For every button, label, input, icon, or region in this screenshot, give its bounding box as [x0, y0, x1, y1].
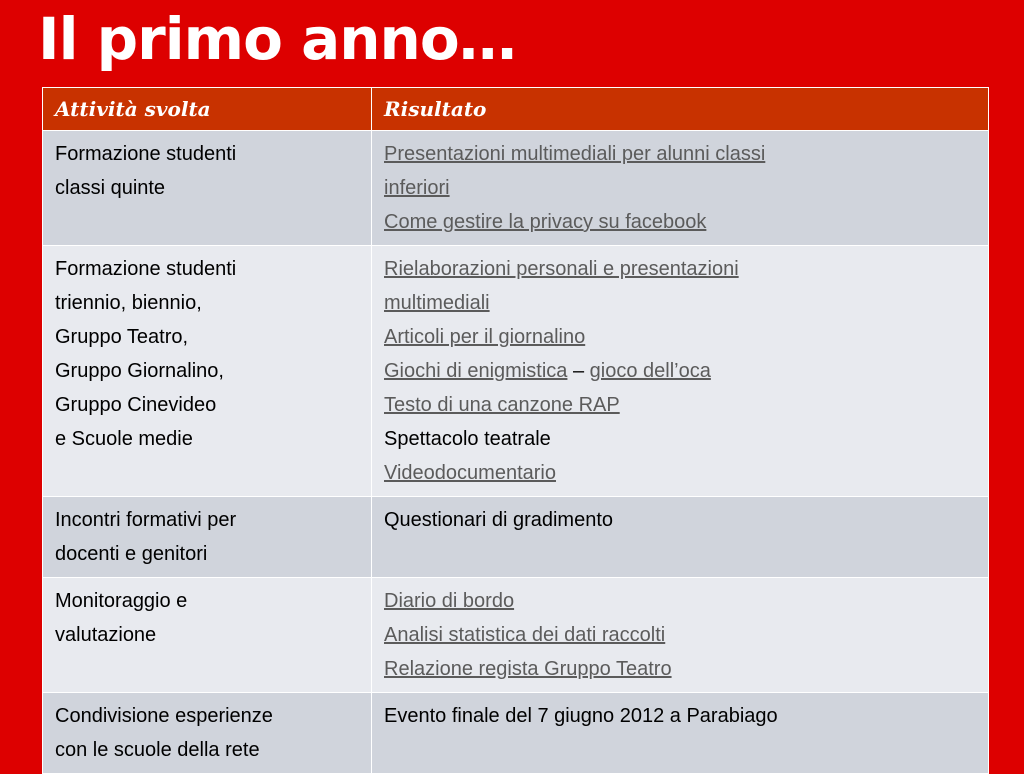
result-text-spettacolo: Spettacolo teatrale	[384, 428, 551, 450]
result-link-articoli[interactable]: Articoli per il giornalino	[384, 326, 586, 348]
activity-line: triennio, biennio,	[55, 292, 202, 314]
result-text-evento: Evento finale del 7 giugno 2012 a Parabiago	[384, 705, 778, 727]
result-cell	[372, 693, 989, 774]
table-row	[43, 246, 989, 497]
result-link-enigmistica[interactable]: Giochi di enigmistica	[384, 360, 568, 382]
activity-line: Formazione studenti	[55, 143, 237, 165]
slide-title: Il primo anno…	[38, 5, 516, 73]
activity-line: Gruppo Teatro,	[55, 326, 189, 348]
result-text-questionari: Questionari di gradimento	[384, 509, 614, 531]
activity-line: con le scuole della rete	[55, 739, 260, 761]
activity-line: e Scuole medie	[55, 428, 193, 450]
result-separator: –	[567, 360, 590, 382]
activity-cell	[43, 131, 372, 246]
table-row	[43, 131, 989, 246]
activity-line: valutazione	[55, 624, 157, 646]
activity-line: Monitoraggio e	[55, 590, 188, 612]
result-link-privacy[interactable]: Come gestire la privacy su facebook	[384, 211, 707, 233]
result-link-analisi[interactable]: Analisi statistica dei dati raccolti	[384, 624, 666, 646]
result-link-canzone-rap[interactable]: Testo di una canzone RAP	[384, 394, 620, 416]
activity-table	[42, 87, 989, 774]
activity-line: Formazione studenti	[55, 258, 237, 280]
table-row	[43, 497, 989, 578]
table-row	[43, 578, 989, 693]
result-cell	[372, 578, 989, 693]
result-link-gioco-oca[interactable]: gioco dell’oca	[589, 360, 711, 382]
header-result: Risultato	[372, 88, 989, 131]
result-link-relazione[interactable]: Relazione regista Gruppo Teatro	[384, 658, 672, 680]
result-link-videodocumentario[interactable]: Videodocumentario	[384, 462, 556, 484]
table-header-row	[43, 88, 989, 131]
activity-cell	[43, 246, 372, 497]
result-cell	[372, 497, 989, 578]
result-link-rielaborazioni[interactable]: Rielaborazioni personali e presentazioni multimediali	[384, 258, 739, 314]
table-row	[43, 693, 989, 774]
header-activity: Attività svolta	[43, 88, 372, 131]
activity-cell	[43, 497, 372, 578]
activity-cell	[43, 693, 372, 774]
activity-line: classi quinte	[55, 177, 166, 199]
result-cell	[372, 131, 989, 246]
result-link-presentazioni[interactable]: Presentazioni multimediali per alunni classi inferiori	[384, 143, 766, 199]
result-link-diario[interactable]: Diario di bordo	[384, 590, 515, 612]
activity-line: Condivisione esperienze	[55, 705, 273, 727]
activity-cell	[43, 578, 372, 693]
result-cell	[372, 246, 989, 497]
activity-line: Gruppo Cinevideo	[55, 394, 217, 416]
activity-line: docenti e genitori	[55, 543, 208, 565]
activity-line: Incontri formativi per	[55, 509, 237, 531]
activity-line: Gruppo Giornalino,	[55, 360, 224, 382]
